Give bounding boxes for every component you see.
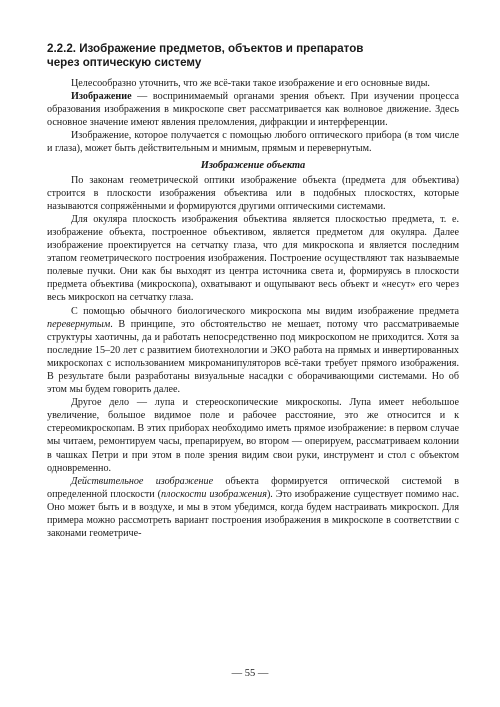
- emphasis-image-plane: плоскости изображения: [160, 488, 267, 500]
- paragraph-loupe-text: Другое дело — лупа и стереоскопические микроскопы. Лупа имеет небольшое увеличение, большое видимое поле и рабочее расстояние, это же относится и к стереомикроскопам. В этих приборах необходимо иметь прямое изображение: в первом случае мы читаем, ремонтируем часы, препарируем, во втором — оперируем, рассматриваем колонии в чашках Петри и при этом в поле зрения видим свои руки, инструмент и стол с объектом одновременно.: [47, 397, 459, 474]
- emphasis-real-image: Действительное изображение: [71, 475, 214, 487]
- section-heading-line-1: 2.2.2. Изображение предметов, объектов и препаратов: [47, 42, 364, 55]
- paragraph-real-image-mid: объекта формируется оптической системой в определенной плоскости (: [47, 475, 459, 500]
- paragraph-image-definition-text: — воспринимаемый органами зрения объект. При изучении процесса образования изображения в микроскопе свет рассматривается как волновое движение. Здесь основное значение имеют явления преломления, дифракции и интерференции.: [47, 91, 459, 129]
- paragraph-image-types: [47, 129, 459, 155]
- paragraph-eyepiece-text: Для окуляра плоскость изображения объектива является плоскостью предмета, т. е. изображение объекта, построенное объективом, является предметом для окуляра. Далее изображение проектируется на сетчатку глаза, что для микроскопа и является последним этапом геометрического построения изображения. Построение осуществляют так называемые полевые пучки. Они как бы выходят из центра источника света и, формируясь в плоскости предмета объектива (микроскопа), охватывают и ощупывают весь объект и «несут» его через весь микроскоп на сетчатку глаза.: [47, 213, 459, 304]
- paragraph-image-definition: [47, 90, 459, 129]
- paragraph-real-image-after: ). Это изображение существует помимо нас. Оно может быть и в воздухе, и мы в этом убедимся, когда будем настраивать микроскоп. Для примера можно рассмотреть вариант построения изображения в микроскопе в соответствии с законами геометриче-: [47, 488, 459, 540]
- paragraph-image-types-text: Изображение, которое получается с помощью любого оптического прибора (в том числе и глаза), может быть действительным и мнимым, прямым и перевернутым.: [47, 130, 459, 155]
- page-number: — 55 —: [231, 668, 269, 679]
- paragraph-eyepiece: [47, 213, 459, 305]
- paragraph-loupe: [47, 396, 459, 475]
- paragraph-real-image: [47, 475, 459, 540]
- term-image: Изображение: [71, 91, 132, 103]
- section-heading: [47, 42, 459, 70]
- paragraph-inverted-image-after: . В принципе, это обстоятельство не мешает, потому что рассматриваемые структуры хаотичны, да и работать непосредственно под микроскопом не приходится. Хотя за последние 15–20 лет с развитием биотехнологии и ЭКО работа на прямых и инвертированных микроскопах с использованием микроманипуляторов всё-таки требует прямого изображения. В результате были разработаны визуальные насадки с оборачивающими системами. Но об этом мы будем говорить далее.: [47, 318, 459, 396]
- section-heading-line-2: через оптическую систему: [47, 56, 202, 69]
- body-text: [47, 77, 459, 540]
- paragraph-geometric-optics: [47, 174, 459, 213]
- paragraph-geometric-optics-text: По законам геометрической оптики изображение объекта (предмета для объектива) строится в плоскости изображения объектива или в подобных плоскостях, которые называются сопряжёнными и формируются другими оптическими системами.: [47, 174, 459, 212]
- paragraph-inverted-image: [47, 305, 459, 397]
- paragraph-intro: [47, 77, 459, 90]
- emphasis-inverted: перевернутым: [47, 318, 111, 330]
- subheading-object-image: Изображение объекта: [200, 159, 306, 171]
- paragraph-intro-text: Целесообразно уточнить, что же всё-таки такое изображение и его основные виды.: [71, 78, 430, 89]
- paragraph-inverted-image-before: С помощью обычного биологического микроскопа мы видим изображение предмета: [71, 305, 459, 317]
